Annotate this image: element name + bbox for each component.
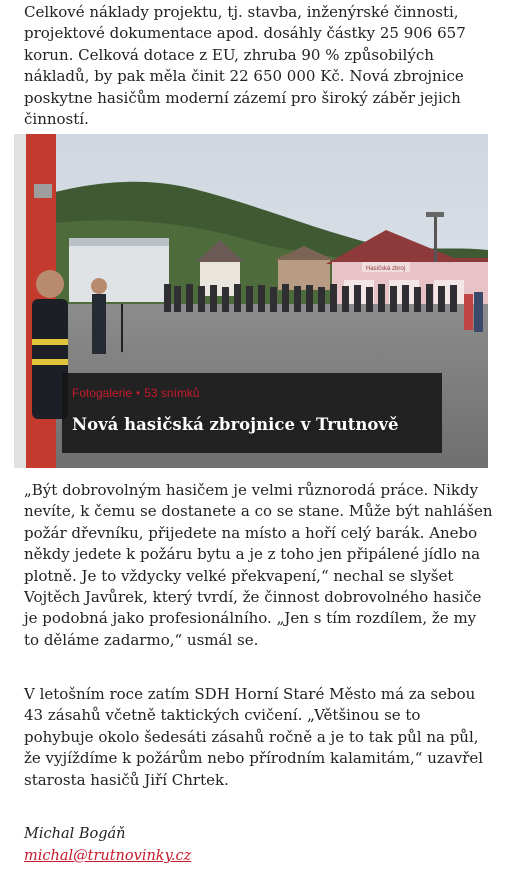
article-paragraph: Celkové náklady projektu, tj. stavba, inženýrské činnosti, projektové dokumentace apod. dosáhly částky 25 906 657 korun. Celková dotace z EU, zhruba 90 % způsobilých nákladů, by pak měla činit 22 650 000 Kč. Nová zbrojnice poskytne hasičům moderní zázemí pro široký záběr jejich činností.	[24, 3, 466, 129]
meta-separator: •	[136, 386, 141, 400]
author-email-link[interactable]: michal@trutnovinky.cz	[24, 848, 192, 864]
gallery-caption[interactable]	[62, 373, 442, 453]
gallery-label: Fotogalerie	[72, 386, 133, 400]
gallery-photo-count: 53 snímků	[144, 386, 200, 400]
gallery-meta	[72, 386, 200, 400]
building-sign: Hasičská zbroj	[366, 266, 406, 272]
article-paragraph: „Být dobrovolným hasičem je velmi různorodá práce. Nikdy nevíte, k čemu se dostanete a co se stane. Může být nahlášen požár dřevníku, přijedete na místo a hoří celý barák. Anebo někdy jedete k požáru bytu a je z toho jen připálené jídlo na plotně. Je to vždycky velké překvapení,“ nechal se slyšet Vojtěch Javůrek, který tvrdí, že činnost dobrovolného hasiče je podobná jako profesionálního. „Jen s tím rozdílem, že my to děláme zadarmo,“ usmál se.	[24, 481, 493, 649]
gallery-title[interactable]: Nová hasičská zbrojnice v Trutnově	[72, 415, 399, 434]
article-paragraph: V letošním roce zatím SDH Horní Staré Město má za sebou 43 zásahů včetně taktických cvičení. „Většinou se to pohybuje okolo šedesáti zásahů ročně a je to tak půl na půl, že vyjíždíme k požárům nebo přírodním kalamitám,“ uzavřel starosta hasičů Jiří Chrtek.	[24, 685, 484, 789]
author-name: Michal Bogáň	[24, 826, 126, 842]
